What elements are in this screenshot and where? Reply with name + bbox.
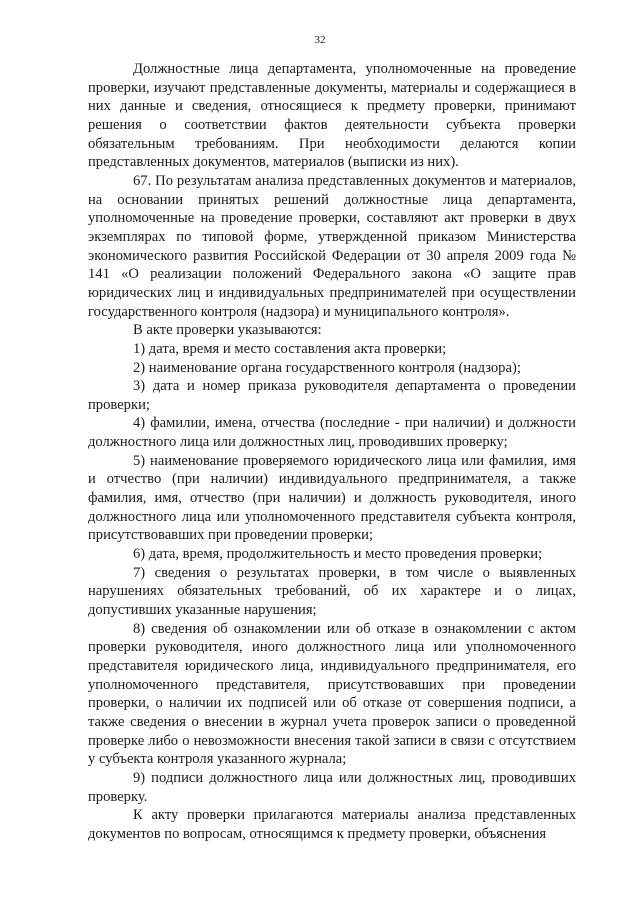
paragraph-inspection-review: Должностные лица департамента, уполномоченные на проведение проверки, изучают представленные документы, материалы и содержащиеся в них данные и сведения, относящиеся к предмету проверки, принимают решения о соответствии фактов деятельности субъекта проверки обязательным требованиям. При необходимости делаются копии представленных документов, материалов (выписки из них). bbox=[88, 61, 576, 171]
paragraph-act-attachments: К акту проверки прилагаются материалы анализа представленных документов по вопросам, относящимся к предмету проверки, объяснения bbox=[88, 807, 576, 842]
list-item-7: 7) сведения о результатах проверки, в том числе о выявленных нарушениях обязательных требований, об их характере и о лицах, допустивших указанные нарушения; bbox=[88, 564, 576, 619]
list-item-2: 2) наименование органа государственного контроля (надзора); bbox=[133, 359, 521, 376]
list-item-8: 8) сведения об ознакомлении или об отказе в ознакомлении с актом проверки руководителя, иного должностного лица или уполномоченного представителя юридического лица, индивидуального предпринимателя, его уполномоченного представителя, присутствовавших при проведении проверки, о наличии их подписей или об отказе от совершения подписи, а также сведения о внесении в журнал учета проверок записи о проведенной проверке либо о невозможности внесения такой записи в связи с отсутствием у субъекта контроля указанного журнала; bbox=[88, 620, 576, 768]
list-item-9: 9) подписи должностного лица или должностных лиц, проводивших проверку. bbox=[88, 769, 576, 805]
page-number: 32 bbox=[314, 34, 326, 46]
list-item-4: 4) фамилии, имена, отчества (последние - при наличии) и должности должностного лица или должностных лиц, проводивших проверку; bbox=[88, 415, 576, 451]
list-item-3: 3) дата и номер приказа руководителя департамента о проведении проверки; bbox=[88, 378, 576, 413]
list-item-5: 5) наименование проверяемого юридического лица или фамилия, имя и отчество (при наличии) индивидуального предпринимателя, а также фамилия, имя, отчество (при наличии) и должность руководителя, иного должностного лица или уполномоченного представителя субъекта контроля, присутствовавших при проведении проверки; bbox=[88, 452, 576, 544]
list-item-1: 1) дата, время и место составления акта проверки; bbox=[133, 340, 447, 357]
list-item-6: 6) дата, время, продолжительность и место проведения проверки; bbox=[133, 546, 543, 563]
paragraph-67-act-drafting: 67. По результатам анализа представленных документов и материалов, на основании принятых решений должностные лица департамента, уполномоченные на проведение проверки, составляют акт проверки в двух экземплярах по типовой форме, утвержденной приказом Министерства экономического развития Российской Федерации от 30 апреля 2009 года № 141 «О реализации положений Федерального закона «О защите прав юридических лиц и индивидуальных предпринимателей при осуществлении государственного контроля (надзора) и муниципального контроля». bbox=[88, 172, 576, 320]
document-body bbox=[88, 60, 576, 844]
paragraph-act-contents-intro: В акте проверки указываются: bbox=[133, 322, 322, 339]
